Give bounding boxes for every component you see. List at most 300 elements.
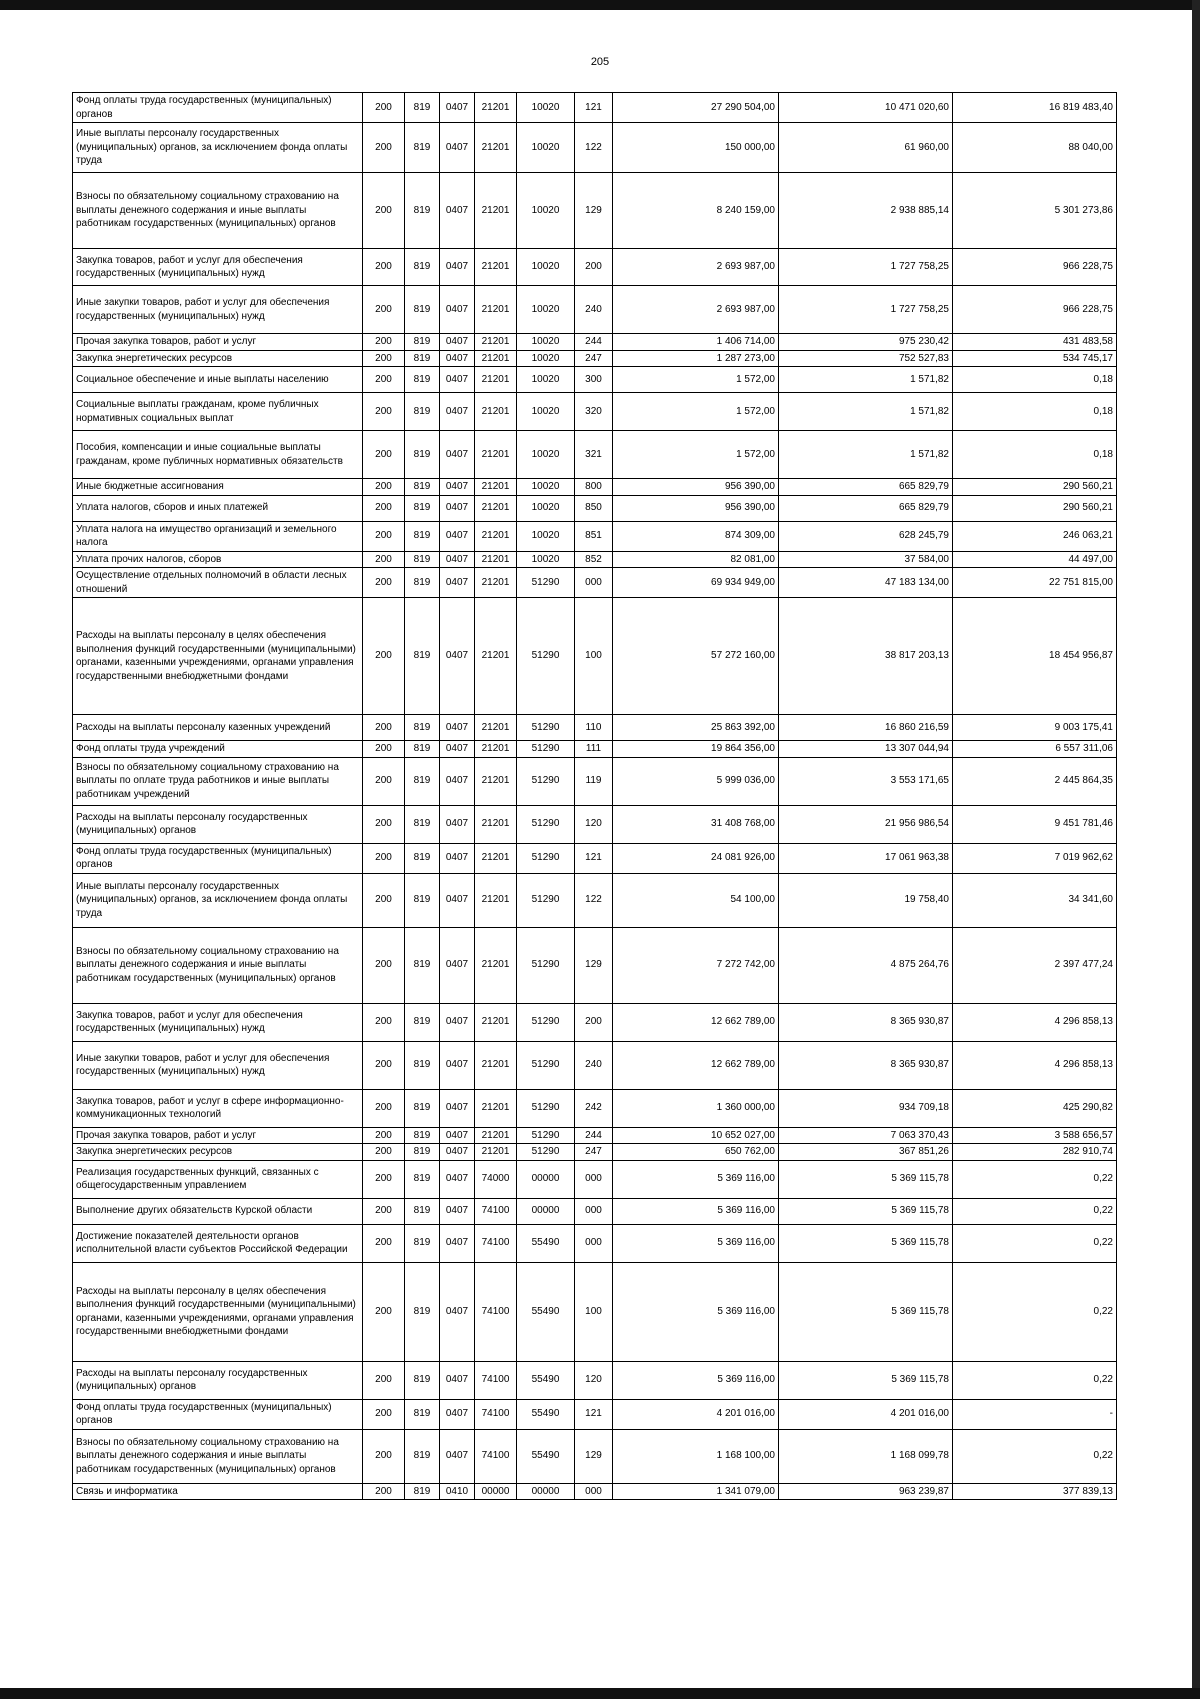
- row-name: Уплата налогов, сборов и иных платежей: [73, 495, 363, 521]
- code-expense-type: 200: [575, 249, 613, 286]
- code-direction: 10020: [517, 286, 575, 334]
- value-remaining: 34 341,60: [953, 873, 1117, 927]
- code-direction: 10020: [517, 334, 575, 351]
- code-direction: 51290: [517, 568, 575, 598]
- code-admin: 200: [363, 568, 405, 598]
- table-row: [73, 431, 1117, 479]
- table-row: [73, 249, 1117, 286]
- code-expense-type: 852: [575, 551, 613, 568]
- value-remaining: 0,22: [953, 1198, 1117, 1224]
- table-row: [73, 334, 1117, 351]
- code-section: 0407: [440, 741, 475, 758]
- value-executed: 13 307 044,94: [779, 741, 953, 758]
- code-ministry: 819: [405, 1262, 440, 1361]
- code-program: 21201: [475, 598, 517, 715]
- code-expense-type: 121: [575, 843, 613, 873]
- code-admin: 200: [363, 843, 405, 873]
- code-expense-type: 129: [575, 927, 613, 1003]
- code-direction: 51290: [517, 741, 575, 758]
- value-planned: 5 999 036,00: [613, 757, 779, 805]
- value-remaining: 0,22: [953, 1160, 1117, 1198]
- code-admin: 200: [363, 93, 405, 123]
- code-direction: 51290: [517, 927, 575, 1003]
- row-name: Фонд оплаты труда государственных (муниципальных) органов: [73, 93, 363, 123]
- value-remaining: 6 557 311,06: [953, 741, 1117, 758]
- budget-table: [72, 92, 1117, 1500]
- code-program: 74100: [475, 1429, 517, 1483]
- code-section: 0407: [440, 1003, 475, 1041]
- code-direction: 51290: [517, 1041, 575, 1089]
- code-admin: 200: [363, 715, 405, 741]
- code-section: 0407: [440, 1041, 475, 1089]
- code-direction: 55490: [517, 1399, 575, 1429]
- row-name: Иные бюджетные ассигнования: [73, 479, 363, 496]
- code-section: 0407: [440, 1089, 475, 1127]
- code-expense-type: 119: [575, 757, 613, 805]
- value-remaining: 377 839,13: [953, 1483, 1117, 1500]
- code-section: 0407: [440, 568, 475, 598]
- value-executed: 665 829,79: [779, 479, 953, 496]
- row-name: Закупка товаров, работ и услуг для обеспечения государственных (муниципальных) нужд: [73, 249, 363, 286]
- code-program: 21201: [475, 1089, 517, 1127]
- value-planned: 4 201 016,00: [613, 1399, 779, 1429]
- code-ministry: 819: [405, 286, 440, 334]
- code-section: 0407: [440, 521, 475, 551]
- value-remaining: 431 483,58: [953, 334, 1117, 351]
- code-section: 0407: [440, 1160, 475, 1198]
- table-row: [73, 123, 1117, 173]
- code-program: 21201: [475, 741, 517, 758]
- table-row: [73, 1127, 1117, 1144]
- code-admin: 200: [363, 249, 405, 286]
- code-direction: 10020: [517, 249, 575, 286]
- code-admin: 200: [363, 757, 405, 805]
- value-planned: 7 272 742,00: [613, 927, 779, 1003]
- value-executed: 1 727 758,25: [779, 249, 953, 286]
- code-ministry: 819: [405, 173, 440, 249]
- value-remaining: 290 560,21: [953, 495, 1117, 521]
- value-planned: 82 081,00: [613, 551, 779, 568]
- row-name: Взносы по обязательному социальному страхованию на выплаты денежного содержания и иные выплаты работникам государственных (муниципальных) органов: [73, 927, 363, 1003]
- row-name: Фонд оплаты труда государственных (муниципальных) органов: [73, 843, 363, 873]
- code-expense-type: 000: [575, 1160, 613, 1198]
- value-executed: 37 584,00: [779, 551, 953, 568]
- row-name: Расходы на выплаты персоналу в целях обеспечения выполнения функций государственными (муниципальными) органами, казенными учреждениями, органами управления государственными внебюджетными фондами: [73, 598, 363, 715]
- value-planned: 1 341 079,00: [613, 1483, 779, 1500]
- code-program: 21201: [475, 551, 517, 568]
- code-ministry: 819: [405, 1399, 440, 1429]
- value-planned: 2 693 987,00: [613, 249, 779, 286]
- value-executed: 8 365 930,87: [779, 1003, 953, 1041]
- code-ministry: 819: [405, 873, 440, 927]
- value-executed: 934 709,18: [779, 1089, 953, 1127]
- code-expense-type: 121: [575, 1399, 613, 1429]
- value-executed: 7 063 370,43: [779, 1127, 953, 1144]
- value-remaining: -: [953, 1399, 1117, 1429]
- code-ministry: 819: [405, 1041, 440, 1089]
- value-executed: 3 553 171,65: [779, 757, 953, 805]
- value-planned: 956 390,00: [613, 479, 779, 496]
- row-name: Фонд оплаты труда учреждений: [73, 741, 363, 758]
- code-section: 0407: [440, 805, 475, 843]
- code-admin: 200: [363, 1089, 405, 1127]
- code-admin: 200: [363, 431, 405, 479]
- value-planned: 874 309,00: [613, 521, 779, 551]
- table-row: [73, 873, 1117, 927]
- code-program: 74100: [475, 1361, 517, 1399]
- table-row: [73, 568, 1117, 598]
- code-direction: 10020: [517, 551, 575, 568]
- code-section: 0407: [440, 367, 475, 393]
- code-ministry: 819: [405, 1224, 440, 1262]
- row-name: Связь и информатика: [73, 1483, 363, 1500]
- code-direction: 51290: [517, 843, 575, 873]
- code-ministry: 819: [405, 805, 440, 843]
- code-ministry: 819: [405, 1361, 440, 1399]
- value-planned: 5 369 116,00: [613, 1262, 779, 1361]
- value-planned: 8 240 159,00: [613, 173, 779, 249]
- code-program: 21201: [475, 334, 517, 351]
- value-executed: 975 230,42: [779, 334, 953, 351]
- table-row: [73, 173, 1117, 249]
- row-name: Уплата прочих налогов, сборов: [73, 551, 363, 568]
- value-planned: 1 360 000,00: [613, 1089, 779, 1127]
- table-row: [73, 741, 1117, 758]
- value-planned: 57 272 160,00: [613, 598, 779, 715]
- row-name: Закупка энергетических ресурсов: [73, 1144, 363, 1161]
- table-row: [73, 286, 1117, 334]
- code-direction: 51290: [517, 757, 575, 805]
- value-executed: 5 369 115,78: [779, 1361, 953, 1399]
- code-expense-type: 000: [575, 568, 613, 598]
- code-expense-type: 800: [575, 479, 613, 496]
- code-admin: 200: [363, 1160, 405, 1198]
- code-admin: 200: [363, 123, 405, 173]
- code-ministry: 819: [405, 551, 440, 568]
- value-planned: 1 572,00: [613, 367, 779, 393]
- page-number: 205: [590, 56, 610, 68]
- table-row: [73, 1224, 1117, 1262]
- value-executed: 4 875 264,76: [779, 927, 953, 1003]
- value-executed: 61 960,00: [779, 123, 953, 173]
- code-program: 21201: [475, 367, 517, 393]
- table-row: [73, 1003, 1117, 1041]
- code-admin: 200: [363, 1003, 405, 1041]
- code-program: 74000: [475, 1160, 517, 1198]
- code-ministry: 819: [405, 1483, 440, 1500]
- code-expense-type: 122: [575, 873, 613, 927]
- code-ministry: 819: [405, 479, 440, 496]
- code-ministry: 819: [405, 927, 440, 1003]
- code-section: 0407: [440, 843, 475, 873]
- value-planned: 69 934 949,00: [613, 568, 779, 598]
- row-name: Иные закупки товаров, работ и услуг для обеспечения государственных (муниципальных) нужд: [73, 1041, 363, 1089]
- table-row: [73, 843, 1117, 873]
- value-executed: 1 571,82: [779, 367, 953, 393]
- row-name: Иные выплаты персоналу государственных (муниципальных) органов, за исключением фонда оплаты труда: [73, 873, 363, 927]
- value-planned: 10 652 027,00: [613, 1127, 779, 1144]
- table-row: [73, 1041, 1117, 1089]
- scan-right-edge: [1192, 0, 1200, 1699]
- value-remaining: 4 296 858,13: [953, 1003, 1117, 1041]
- row-name: Осуществление отдельных полномочий в области лесных отношений: [73, 568, 363, 598]
- row-name: Прочая закупка товаров, работ и услуг: [73, 1127, 363, 1144]
- code-direction: 51290: [517, 598, 575, 715]
- value-remaining: 16 819 483,40: [953, 93, 1117, 123]
- code-direction: 55490: [517, 1262, 575, 1361]
- code-expense-type: 240: [575, 1041, 613, 1089]
- value-executed: 665 829,79: [779, 495, 953, 521]
- code-admin: 200: [363, 521, 405, 551]
- code-ministry: 819: [405, 715, 440, 741]
- code-direction: 00000: [517, 1160, 575, 1198]
- code-ministry: 819: [405, 843, 440, 873]
- code-program: 21201: [475, 521, 517, 551]
- table-row: [73, 757, 1117, 805]
- code-ministry: 819: [405, 1144, 440, 1161]
- code-program: 74100: [475, 1262, 517, 1361]
- value-remaining: 22 751 815,00: [953, 568, 1117, 598]
- row-name: Взносы по обязательному социальному страхованию на выплаты денежного содержания и иные выплаты работникам государственных (муниципальных) органов: [73, 1429, 363, 1483]
- value-remaining: 0,18: [953, 431, 1117, 479]
- code-direction: 51290: [517, 805, 575, 843]
- table-body: [73, 93, 1117, 1500]
- code-admin: 200: [363, 350, 405, 367]
- code-program: 21201: [475, 873, 517, 927]
- code-ministry: 819: [405, 367, 440, 393]
- code-direction: 10020: [517, 367, 575, 393]
- value-remaining: 282 910,74: [953, 1144, 1117, 1161]
- value-planned: 1 406 714,00: [613, 334, 779, 351]
- code-direction: 51290: [517, 1144, 575, 1161]
- value-executed: 367 851,26: [779, 1144, 953, 1161]
- value-planned: 1 572,00: [613, 393, 779, 431]
- code-direction: 55490: [517, 1224, 575, 1262]
- code-direction: 51290: [517, 715, 575, 741]
- code-expense-type: 320: [575, 393, 613, 431]
- table-row: [73, 367, 1117, 393]
- code-program: 21201: [475, 173, 517, 249]
- code-ministry: 819: [405, 1198, 440, 1224]
- row-name: Взносы по обязательному социальному страхованию на выплаты денежного содержания и иные выплаты работникам государственных (муниципальных) органов: [73, 173, 363, 249]
- value-planned: 956 390,00: [613, 495, 779, 521]
- code-direction: 00000: [517, 1198, 575, 1224]
- table-row: [73, 1399, 1117, 1429]
- row-name: Иные закупки товаров, работ и услуг для обеспечения государственных (муниципальных) нужд: [73, 286, 363, 334]
- code-direction: 55490: [517, 1429, 575, 1483]
- code-program: 21201: [475, 1041, 517, 1089]
- value-planned: 5 369 116,00: [613, 1160, 779, 1198]
- code-section: 0407: [440, 286, 475, 334]
- code-expense-type: 121: [575, 93, 613, 123]
- code-program: 21201: [475, 123, 517, 173]
- code-ministry: 819: [405, 521, 440, 551]
- code-admin: 200: [363, 334, 405, 351]
- value-remaining: 0,18: [953, 367, 1117, 393]
- code-ministry: 819: [405, 1003, 440, 1041]
- code-section: 0407: [440, 1198, 475, 1224]
- code-section: 0407: [440, 551, 475, 568]
- row-name: Иные выплаты персоналу государственных (муниципальных) органов, за исключением фонда оплаты труда: [73, 123, 363, 173]
- code-section: 0407: [440, 350, 475, 367]
- value-planned: 150 000,00: [613, 123, 779, 173]
- value-planned: 650 762,00: [613, 1144, 779, 1161]
- value-planned: 31 408 768,00: [613, 805, 779, 843]
- value-remaining: 966 228,75: [953, 286, 1117, 334]
- value-executed: 5 369 115,78: [779, 1160, 953, 1198]
- value-executed: 752 527,83: [779, 350, 953, 367]
- code-section: 0407: [440, 1262, 475, 1361]
- table-row: [73, 927, 1117, 1003]
- code-program: 74100: [475, 1399, 517, 1429]
- value-executed: 4 201 016,00: [779, 1399, 953, 1429]
- code-admin: 200: [363, 1399, 405, 1429]
- code-ministry: 819: [405, 123, 440, 173]
- code-expense-type: 244: [575, 334, 613, 351]
- code-admin: 200: [363, 286, 405, 334]
- table-row: [73, 1483, 1117, 1500]
- scan-top-edge: [0, 0, 1200, 10]
- code-program: 21201: [475, 805, 517, 843]
- code-section: 0407: [440, 715, 475, 741]
- value-planned: 2 693 987,00: [613, 286, 779, 334]
- value-executed: 10 471 020,60: [779, 93, 953, 123]
- table-row: [73, 551, 1117, 568]
- code-expense-type: 851: [575, 521, 613, 551]
- value-executed: 38 817 203,13: [779, 598, 953, 715]
- code-section: 0407: [440, 1127, 475, 1144]
- code-expense-type: 100: [575, 598, 613, 715]
- table-row: [73, 393, 1117, 431]
- value-planned: 25 863 392,00: [613, 715, 779, 741]
- code-direction: 10020: [517, 123, 575, 173]
- code-admin: 200: [363, 367, 405, 393]
- row-name: Выполнение других обязательств Курской области: [73, 1198, 363, 1224]
- code-expense-type: 850: [575, 495, 613, 521]
- code-section: 0407: [440, 927, 475, 1003]
- code-program: 21201: [475, 568, 517, 598]
- code-ministry: 819: [405, 249, 440, 286]
- value-executed: 2 938 885,14: [779, 173, 953, 249]
- code-section: 0407: [440, 93, 475, 123]
- value-executed: 21 956 986,54: [779, 805, 953, 843]
- value-executed: 1 168 099,78: [779, 1429, 953, 1483]
- code-expense-type: 120: [575, 1361, 613, 1399]
- row-name: Расходы на выплаты персоналу государственных (муниципальных) органов: [73, 1361, 363, 1399]
- value-remaining: 966 228,75: [953, 249, 1117, 286]
- value-executed: 17 061 963,38: [779, 843, 953, 873]
- code-ministry: 819: [405, 334, 440, 351]
- table-row: [73, 1361, 1117, 1399]
- code-admin: 200: [363, 1144, 405, 1161]
- value-executed: 16 860 216,59: [779, 715, 953, 741]
- code-program: 21201: [475, 249, 517, 286]
- value-planned: 12 662 789,00: [613, 1003, 779, 1041]
- code-direction: 00000: [517, 1483, 575, 1500]
- row-name: Уплата налога на имущество организаций и земельного налога: [73, 521, 363, 551]
- code-direction: 51290: [517, 873, 575, 927]
- value-remaining: 0,22: [953, 1361, 1117, 1399]
- code-program: 21201: [475, 350, 517, 367]
- code-ministry: 819: [405, 393, 440, 431]
- value-remaining: 88 040,00: [953, 123, 1117, 173]
- value-remaining: 9 003 175,41: [953, 715, 1117, 741]
- code-expense-type: 100: [575, 1262, 613, 1361]
- code-expense-type: 129: [575, 1429, 613, 1483]
- code-admin: 200: [363, 598, 405, 715]
- code-ministry: 819: [405, 1089, 440, 1127]
- code-program: 00000: [475, 1483, 517, 1500]
- row-name: Закупка энергетических ресурсов: [73, 350, 363, 367]
- value-executed: 1 571,82: [779, 393, 953, 431]
- code-section: 0407: [440, 1144, 475, 1161]
- code-ministry: 819: [405, 741, 440, 758]
- code-section: 0407: [440, 123, 475, 173]
- row-name: Фонд оплаты труда государственных (муниципальных) органов: [73, 1399, 363, 1429]
- code-direction: 55490: [517, 1361, 575, 1399]
- value-planned: 1 287 273,00: [613, 350, 779, 367]
- code-program: 21201: [475, 393, 517, 431]
- code-admin: 200: [363, 479, 405, 496]
- code-section: 0410: [440, 1483, 475, 1500]
- table-row: [73, 1144, 1117, 1161]
- code-direction: 10020: [517, 495, 575, 521]
- code-section: 0407: [440, 334, 475, 351]
- code-section: 0407: [440, 1429, 475, 1483]
- code-expense-type: 200: [575, 1003, 613, 1041]
- code-program: 21201: [475, 1003, 517, 1041]
- code-section: 0407: [440, 1361, 475, 1399]
- code-program: 21201: [475, 927, 517, 1003]
- code-ministry: 819: [405, 598, 440, 715]
- code-ministry: 819: [405, 350, 440, 367]
- code-admin: 200: [363, 1361, 405, 1399]
- code-direction: 10020: [517, 173, 575, 249]
- value-executed: 5 369 115,78: [779, 1224, 953, 1262]
- code-direction: 10020: [517, 350, 575, 367]
- value-remaining: 0,18: [953, 393, 1117, 431]
- code-expense-type: 000: [575, 1198, 613, 1224]
- code-section: 0407: [440, 249, 475, 286]
- code-section: 0407: [440, 1399, 475, 1429]
- value-planned: 5 369 116,00: [613, 1198, 779, 1224]
- value-remaining: 534 745,17: [953, 350, 1117, 367]
- code-admin: 200: [363, 173, 405, 249]
- code-section: 0407: [440, 479, 475, 496]
- code-expense-type: 110: [575, 715, 613, 741]
- row-name: Расходы на выплаты персоналу государственных (муниципальных) органов: [73, 805, 363, 843]
- code-ministry: 819: [405, 1160, 440, 1198]
- code-expense-type: 129: [575, 173, 613, 249]
- code-ministry: 819: [405, 431, 440, 479]
- row-name: Расходы на выплаты персоналу казенных учреждений: [73, 715, 363, 741]
- code-program: 21201: [475, 495, 517, 521]
- code-expense-type: 242: [575, 1089, 613, 1127]
- row-name: Социальные выплаты гражданам, кроме публичных нормативных социальных выплат: [73, 393, 363, 431]
- value-remaining: 2 397 477,24: [953, 927, 1117, 1003]
- code-ministry: 819: [405, 93, 440, 123]
- code-section: 0407: [440, 393, 475, 431]
- code-admin: 200: [363, 805, 405, 843]
- value-remaining: 5 301 273,86: [953, 173, 1117, 249]
- value-executed: 5 369 115,78: [779, 1262, 953, 1361]
- code-direction: 10020: [517, 431, 575, 479]
- value-remaining: 7 019 962,62: [953, 843, 1117, 873]
- value-remaining: 18 454 956,87: [953, 598, 1117, 715]
- code-ministry: 819: [405, 757, 440, 805]
- code-admin: 200: [363, 393, 405, 431]
- code-program: 21201: [475, 93, 517, 123]
